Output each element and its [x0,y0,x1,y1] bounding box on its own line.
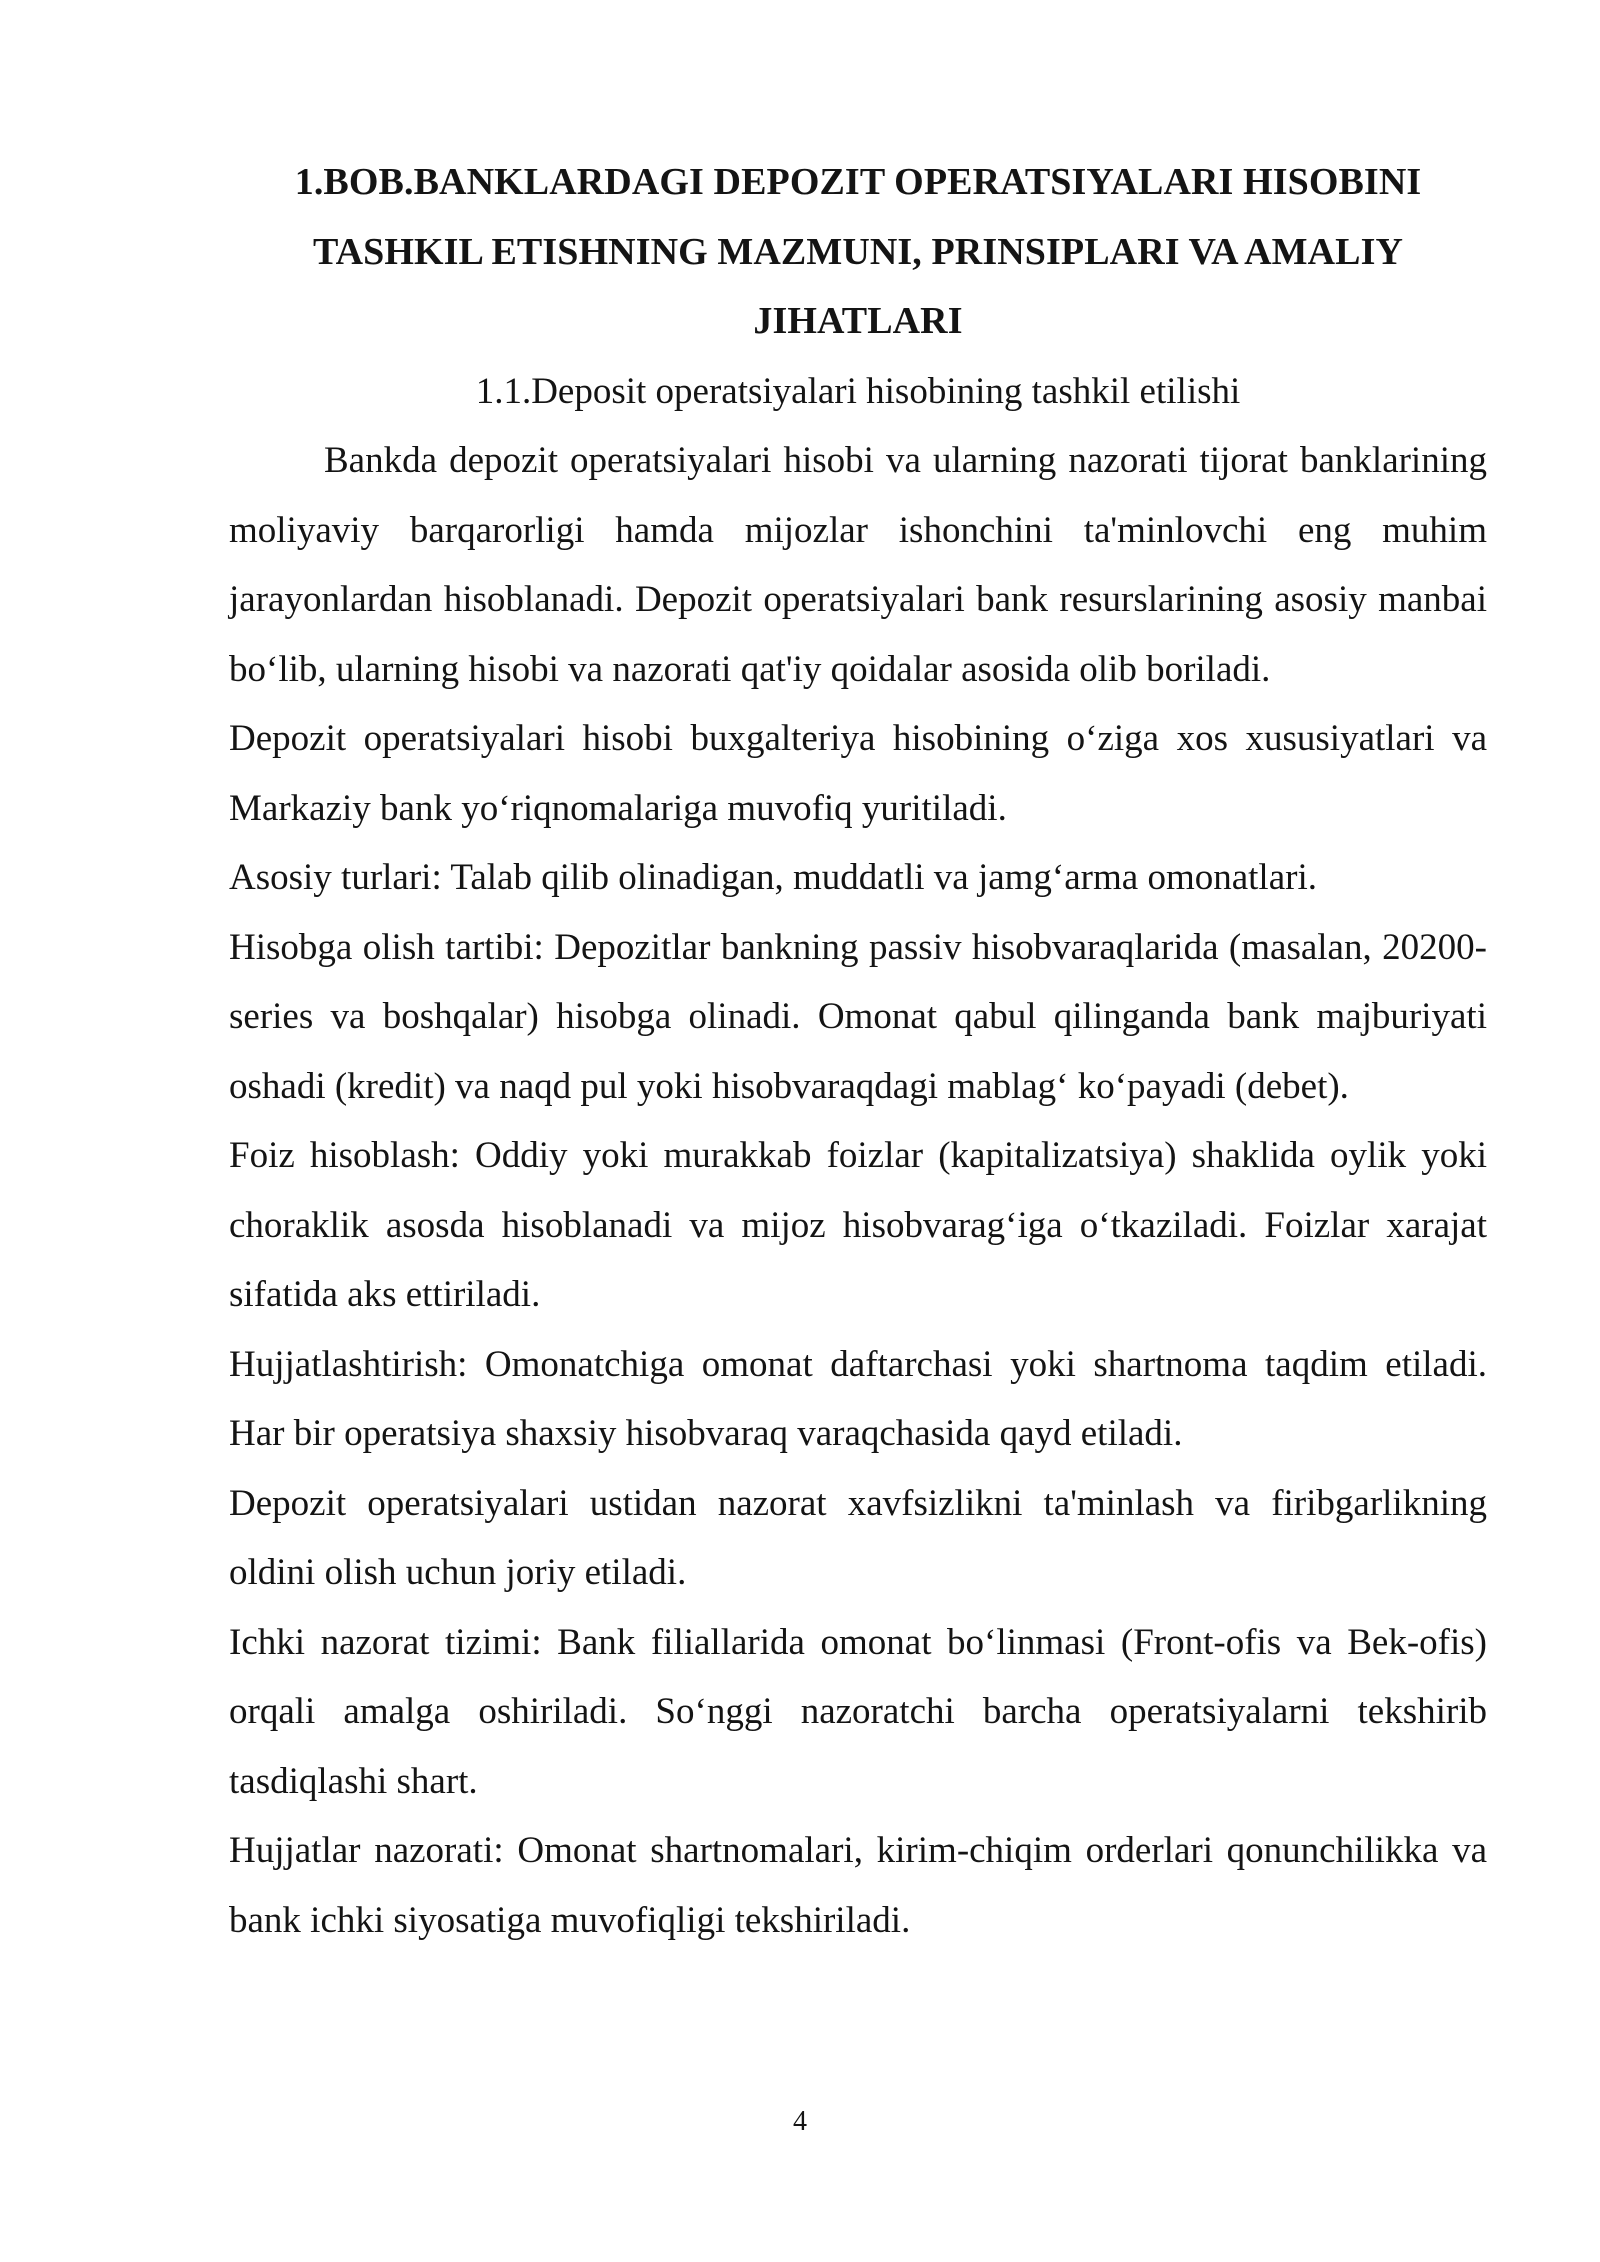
section-title: 1.1.Deposit operatsiyalari hisobining tashkil etilishi [475,370,1241,412]
paragraph-intro: Bankda depozit operatsiyalari hisobi va ularning nazorati tijorat banklarining moliyaviy barqarorligi hamda mijozlar ishonchini ta'minlovchi eng muhim jarayonlardan hisoblanadi. Depozit operatsiyalari bank resurslarining asosiy manbai bo‘lib, ularning hisobi va nazorati qat'iy qoidalar asosida olib boriladi. [229,440,1487,690]
paragraph-control: Depozit operatsiyalari ustidan nazorat xavfsizlikni ta'minlash va firibgarlikning oldini olish uchun joriy etiladi. [229,1482,1487,1593]
chapter-title-line-3: JIHATLARI [753,300,963,342]
chapter-title-line-1: 1.BOB.BANKLARDAGI DEPOZIT OPERATSIYALARI HISOBINI [294,161,1422,203]
paragraph-internal-control: Ichki nazorat tizimi: Bank filiallarida omonat bo‘linmasi (Front-ofis va Bek-ofis) orqali amalga oshiriladi. So‘nggi nazoratchi barcha operatsiyalarni tekshirib tasdiqlashi shart. [229,1621,1487,1802]
paragraph-interest-calculation: Foiz hisoblash: Oddiy yoki murakkab foizlar (kapitalizatsiya) shaklida oylik yoki choraklik asosda hisoblanadi va mijoz hisobvarag‘iga o‘tkaziladi. Foizlar xarajat sifatida aks ettiriladi. [229,1135,1487,1315]
chapter-title [229,148,1487,357]
paragraph-recording-procedure: Hisobga olish tartibi: Depozitlar bankning passiv hisobvaraqlarida (masalan, 20200-series va boshqalar) hisobga olinadi. Omonat qabul qilinganda bank majburiyati oshadi (kredit) va naqd pul yoki hisobvaraqdagi mablag‘ ko‘payadi (debet). [229,926,1487,1107]
paragraph-documentation: Hujjatlashtirish: Omonatchiga omonat daftarchasi yoki shartnoma taqdim etiladi. Har bir operatsiya shaxsiy hisobvaraq varaqchasida qayd etiladi. [229,1343,1487,1454]
paragraph-accounting: Depozit operatsiyalari hisobi buxgalteriya hisobining o‘ziga xos xususiyatlari va Markaziy bank yo‘riqnomalariga muvofiq yuritiladi. [229,718,1487,829]
paragraph-document-control: Hujjatlar nazorati: Omonat shartnomalari, kirim-chiqim orderlari qonunchilikka va bank ichki siyosatiga muvofiqligi tekshiriladi. [229,1830,1487,1941]
paragraph-main-types: Asosiy turlari: Talab qilib olinadigan, muddatli va jamg‘arma omonatlari. [229,857,1317,898]
page-content [229,148,1487,1955]
chapter-title-line-2: TASHKIL ETISHNING MAZMUNI, PRINSIPLARI VA AMALIY [312,230,1404,273]
page-number: 4 [793,2106,807,2137]
